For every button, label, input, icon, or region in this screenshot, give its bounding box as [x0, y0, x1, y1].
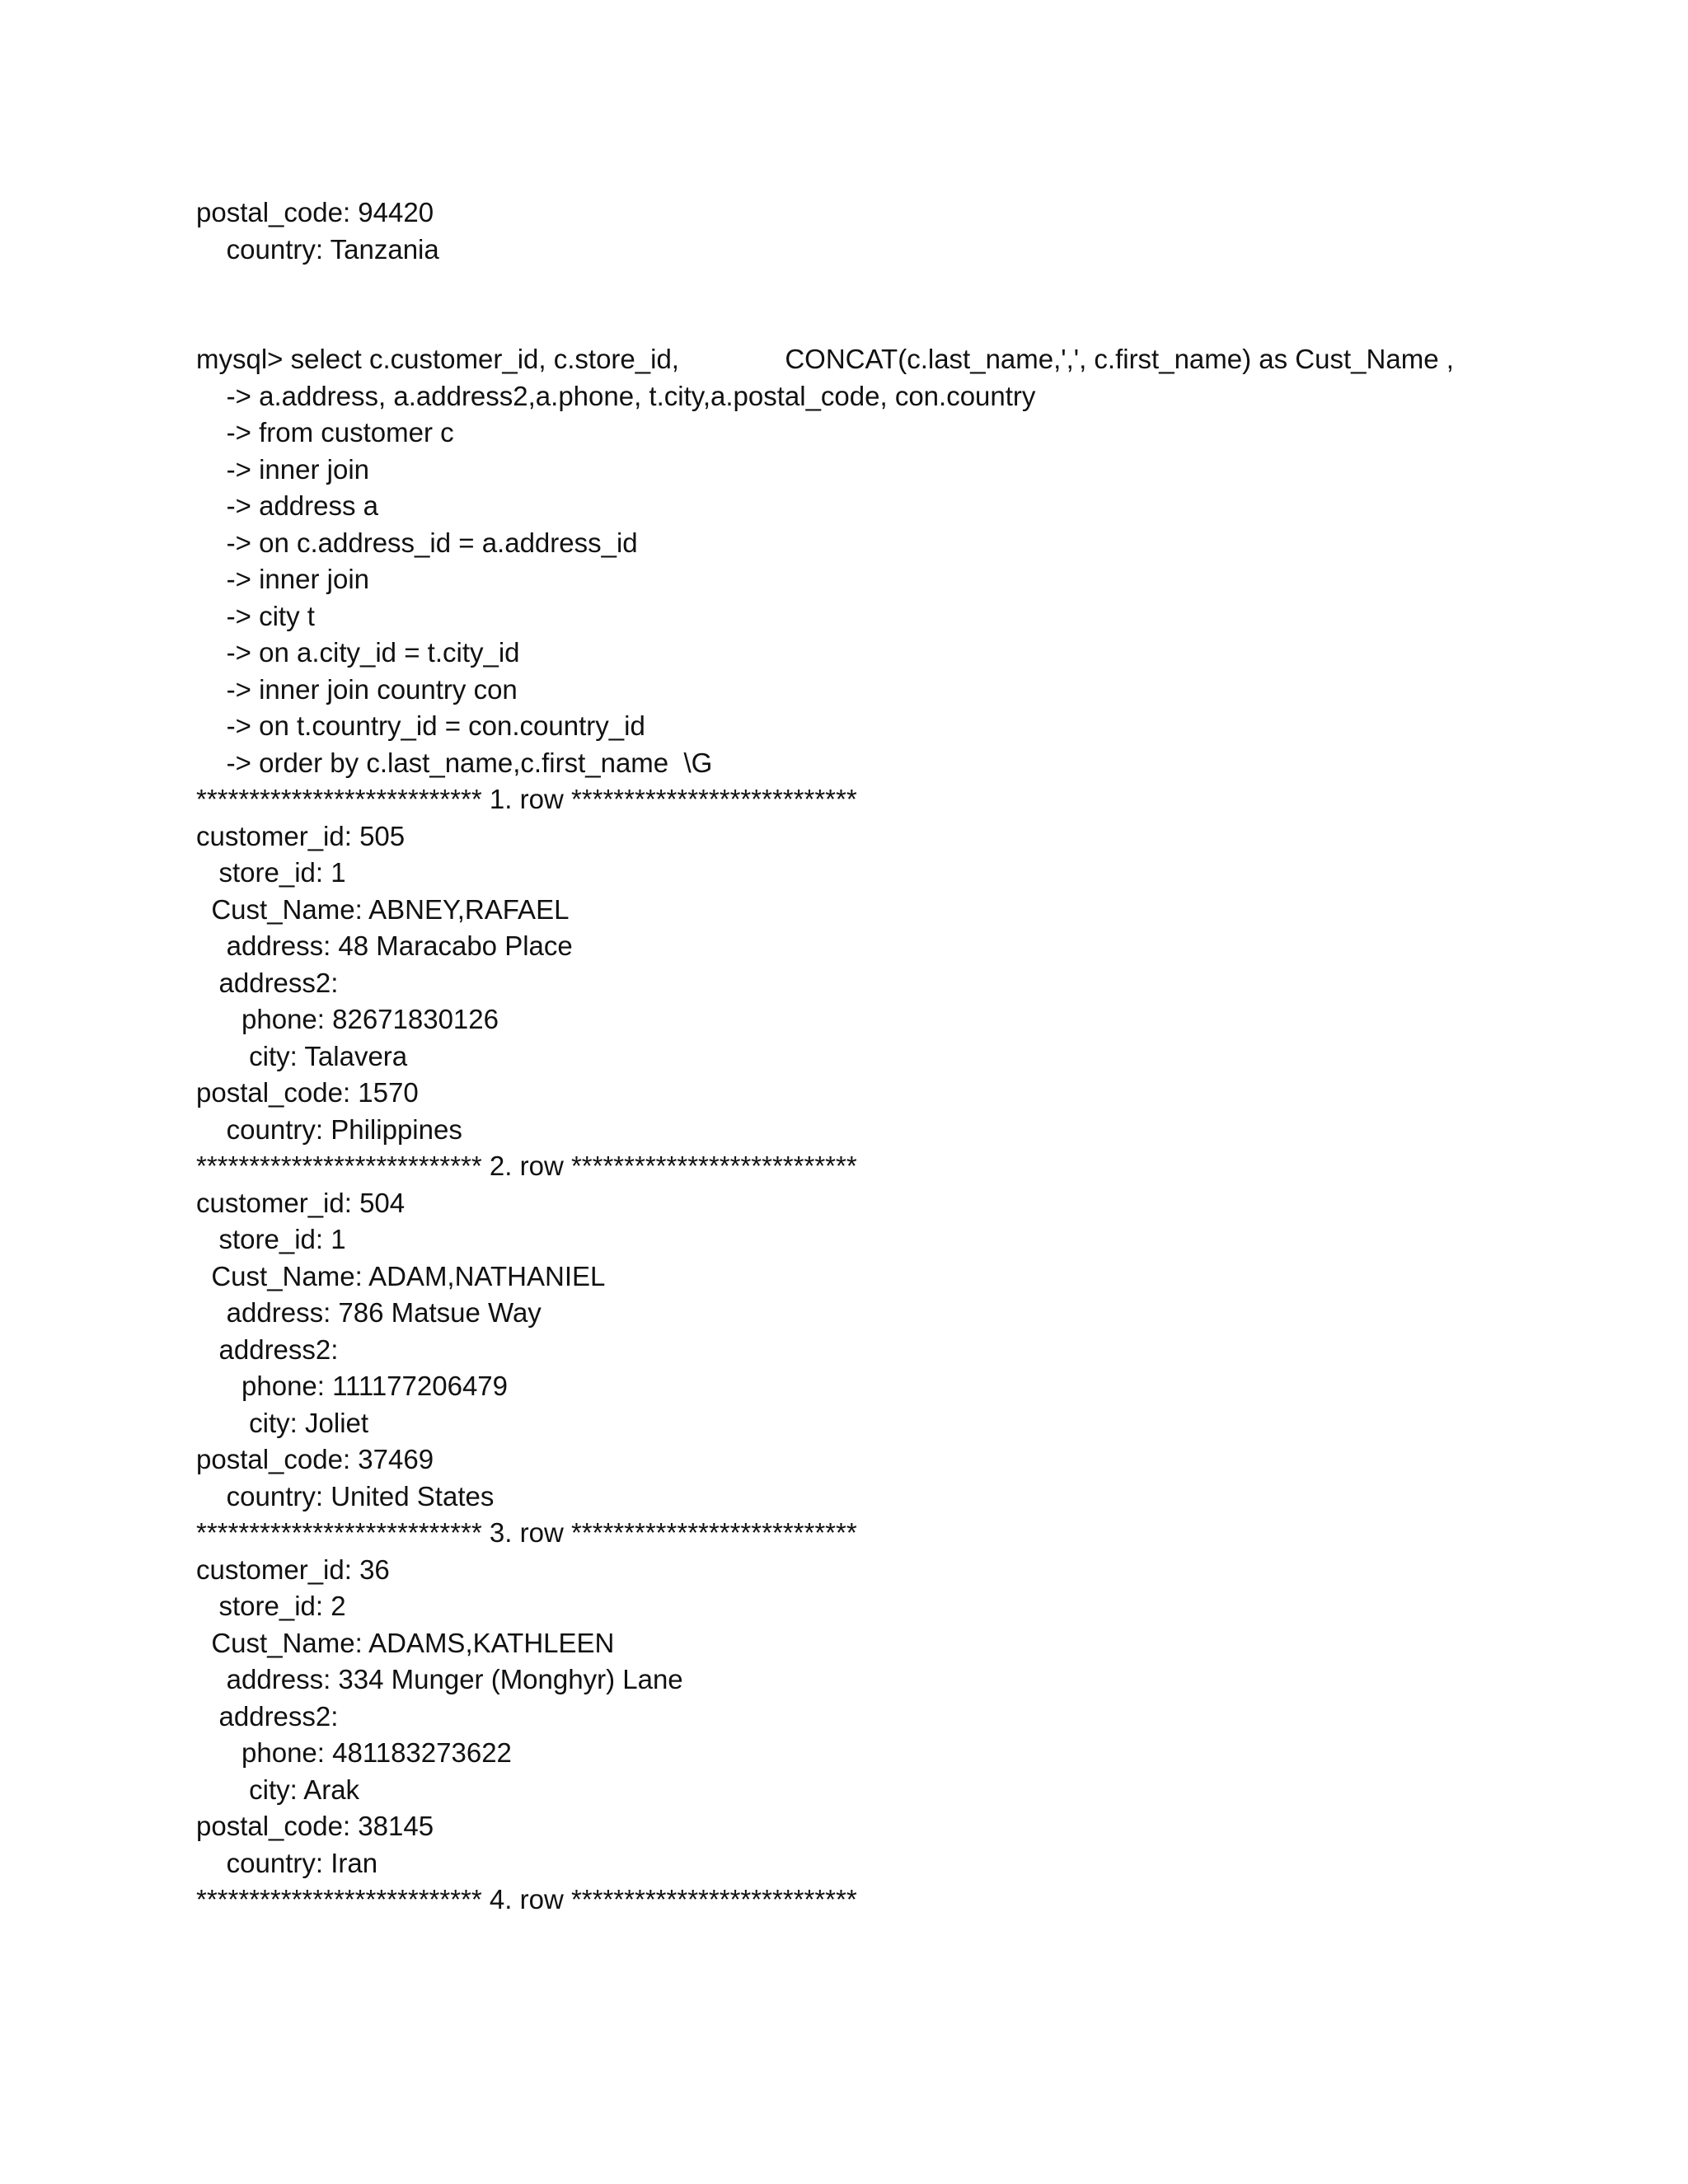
query-continuation-line: -> on t.country_id = con.country_id — [196, 710, 645, 741]
field-postal-code: postal_code: 38145 — [196, 1811, 434, 1841]
query-continuation-line: -> inner join — [196, 453, 370, 485]
row-separator: *************************** 4. row *************************** — [196, 1884, 857, 1915]
field-customer-id: customer_id: 36 — [196, 1554, 390, 1585]
row-separator: *************************** 2. row *************************** — [196, 1151, 857, 1181]
field-country: country: United States — [196, 1480, 495, 1511]
field-store-id: store_id: 1 — [196, 857, 346, 888]
blank-space — [196, 268, 1663, 341]
field-address: address: 786 Matsue Way — [196, 1297, 542, 1328]
query-continuation-line: -> on a.city_id = t.city_id — [196, 637, 520, 668]
row-separator: *************************** 3. row *************************** — [196, 1517, 857, 1548]
field-postal-code: postal_code: 1570 — [196, 1077, 419, 1108]
previous-result-tail — [196, 194, 1663, 268]
field-cust-name: Cust_Name: ABNEY,RAFAEL — [196, 893, 570, 925]
sql-query — [196, 341, 1663, 781]
field-address: address: 48 Maracabo Place — [196, 930, 573, 961]
field-phone: phone: 111177206479 — [196, 1371, 509, 1401]
field-address2: address2: — [196, 1700, 339, 1732]
field-customer-id: customer_id: 505 — [196, 820, 406, 851]
field-phone: phone: 82671830126 — [196, 1004, 499, 1034]
query-continuation-line: -> from customer c — [196, 417, 454, 448]
field-postal-code: postal_code: 37469 — [196, 1444, 434, 1474]
field-cust-name: Cust_Name: ADAMS,KATHLEEN — [196, 1627, 615, 1658]
query-continuation-line: -> inner join country con — [196, 673, 518, 705]
result-row-3 — [196, 1515, 1663, 1882]
field-address: address: 334 Munger (Monghyr) Lane — [196, 1664, 683, 1694]
row-separator: *************************** 1. row *************************** — [196, 784, 857, 814]
query-continuation-line: -> order by c.last_name,c.first_name \G — [196, 747, 713, 778]
field-country: country: Philippines — [196, 1113, 462, 1145]
query-continuation-line: -> city t — [196, 600, 315, 631]
field-phone: phone: 481183273622 — [196, 1737, 512, 1768]
query-continuation-line: -> inner join — [196, 564, 370, 594]
field-city: city: Talavera — [196, 1040, 408, 1071]
field-city: city: Arak — [196, 1774, 360, 1805]
field-store-id: store_id: 2 — [196, 1591, 346, 1621]
field-store-id: store_id: 1 — [196, 1224, 346, 1254]
field-customer-id: customer_id: 504 — [196, 1187, 406, 1218]
field-cust-name: Cust_Name: ADAM,NATHANIEL — [196, 1260, 606, 1291]
field-country: country: Iran — [196, 1847, 378, 1878]
query-first-line: mysql> select c.customer_id, c.store_id, CONCAT(c.last_name,',', c.first_name) as Cust_Name , — [196, 344, 1454, 374]
query-continuation-line: -> address a — [196, 490, 379, 521]
field-city: city: Joliet — [196, 1407, 369, 1438]
query-continuation-line: -> a.address, a.address2,a.phone, t.city,a.postal_code, con.country — [196, 380, 1036, 411]
field-address2: address2: — [196, 967, 339, 998]
query-output — [196, 194, 1663, 1919]
output-line: country: Tanzania — [196, 233, 439, 265]
result-row-1 — [196, 781, 1663, 1148]
result-row-2 — [196, 1148, 1663, 1515]
output-line: postal_code: 94420 — [196, 197, 434, 227]
field-address2: address2: — [196, 1333, 339, 1365]
query-continuation-line: -> on c.address_id = a.address_id — [196, 527, 638, 558]
